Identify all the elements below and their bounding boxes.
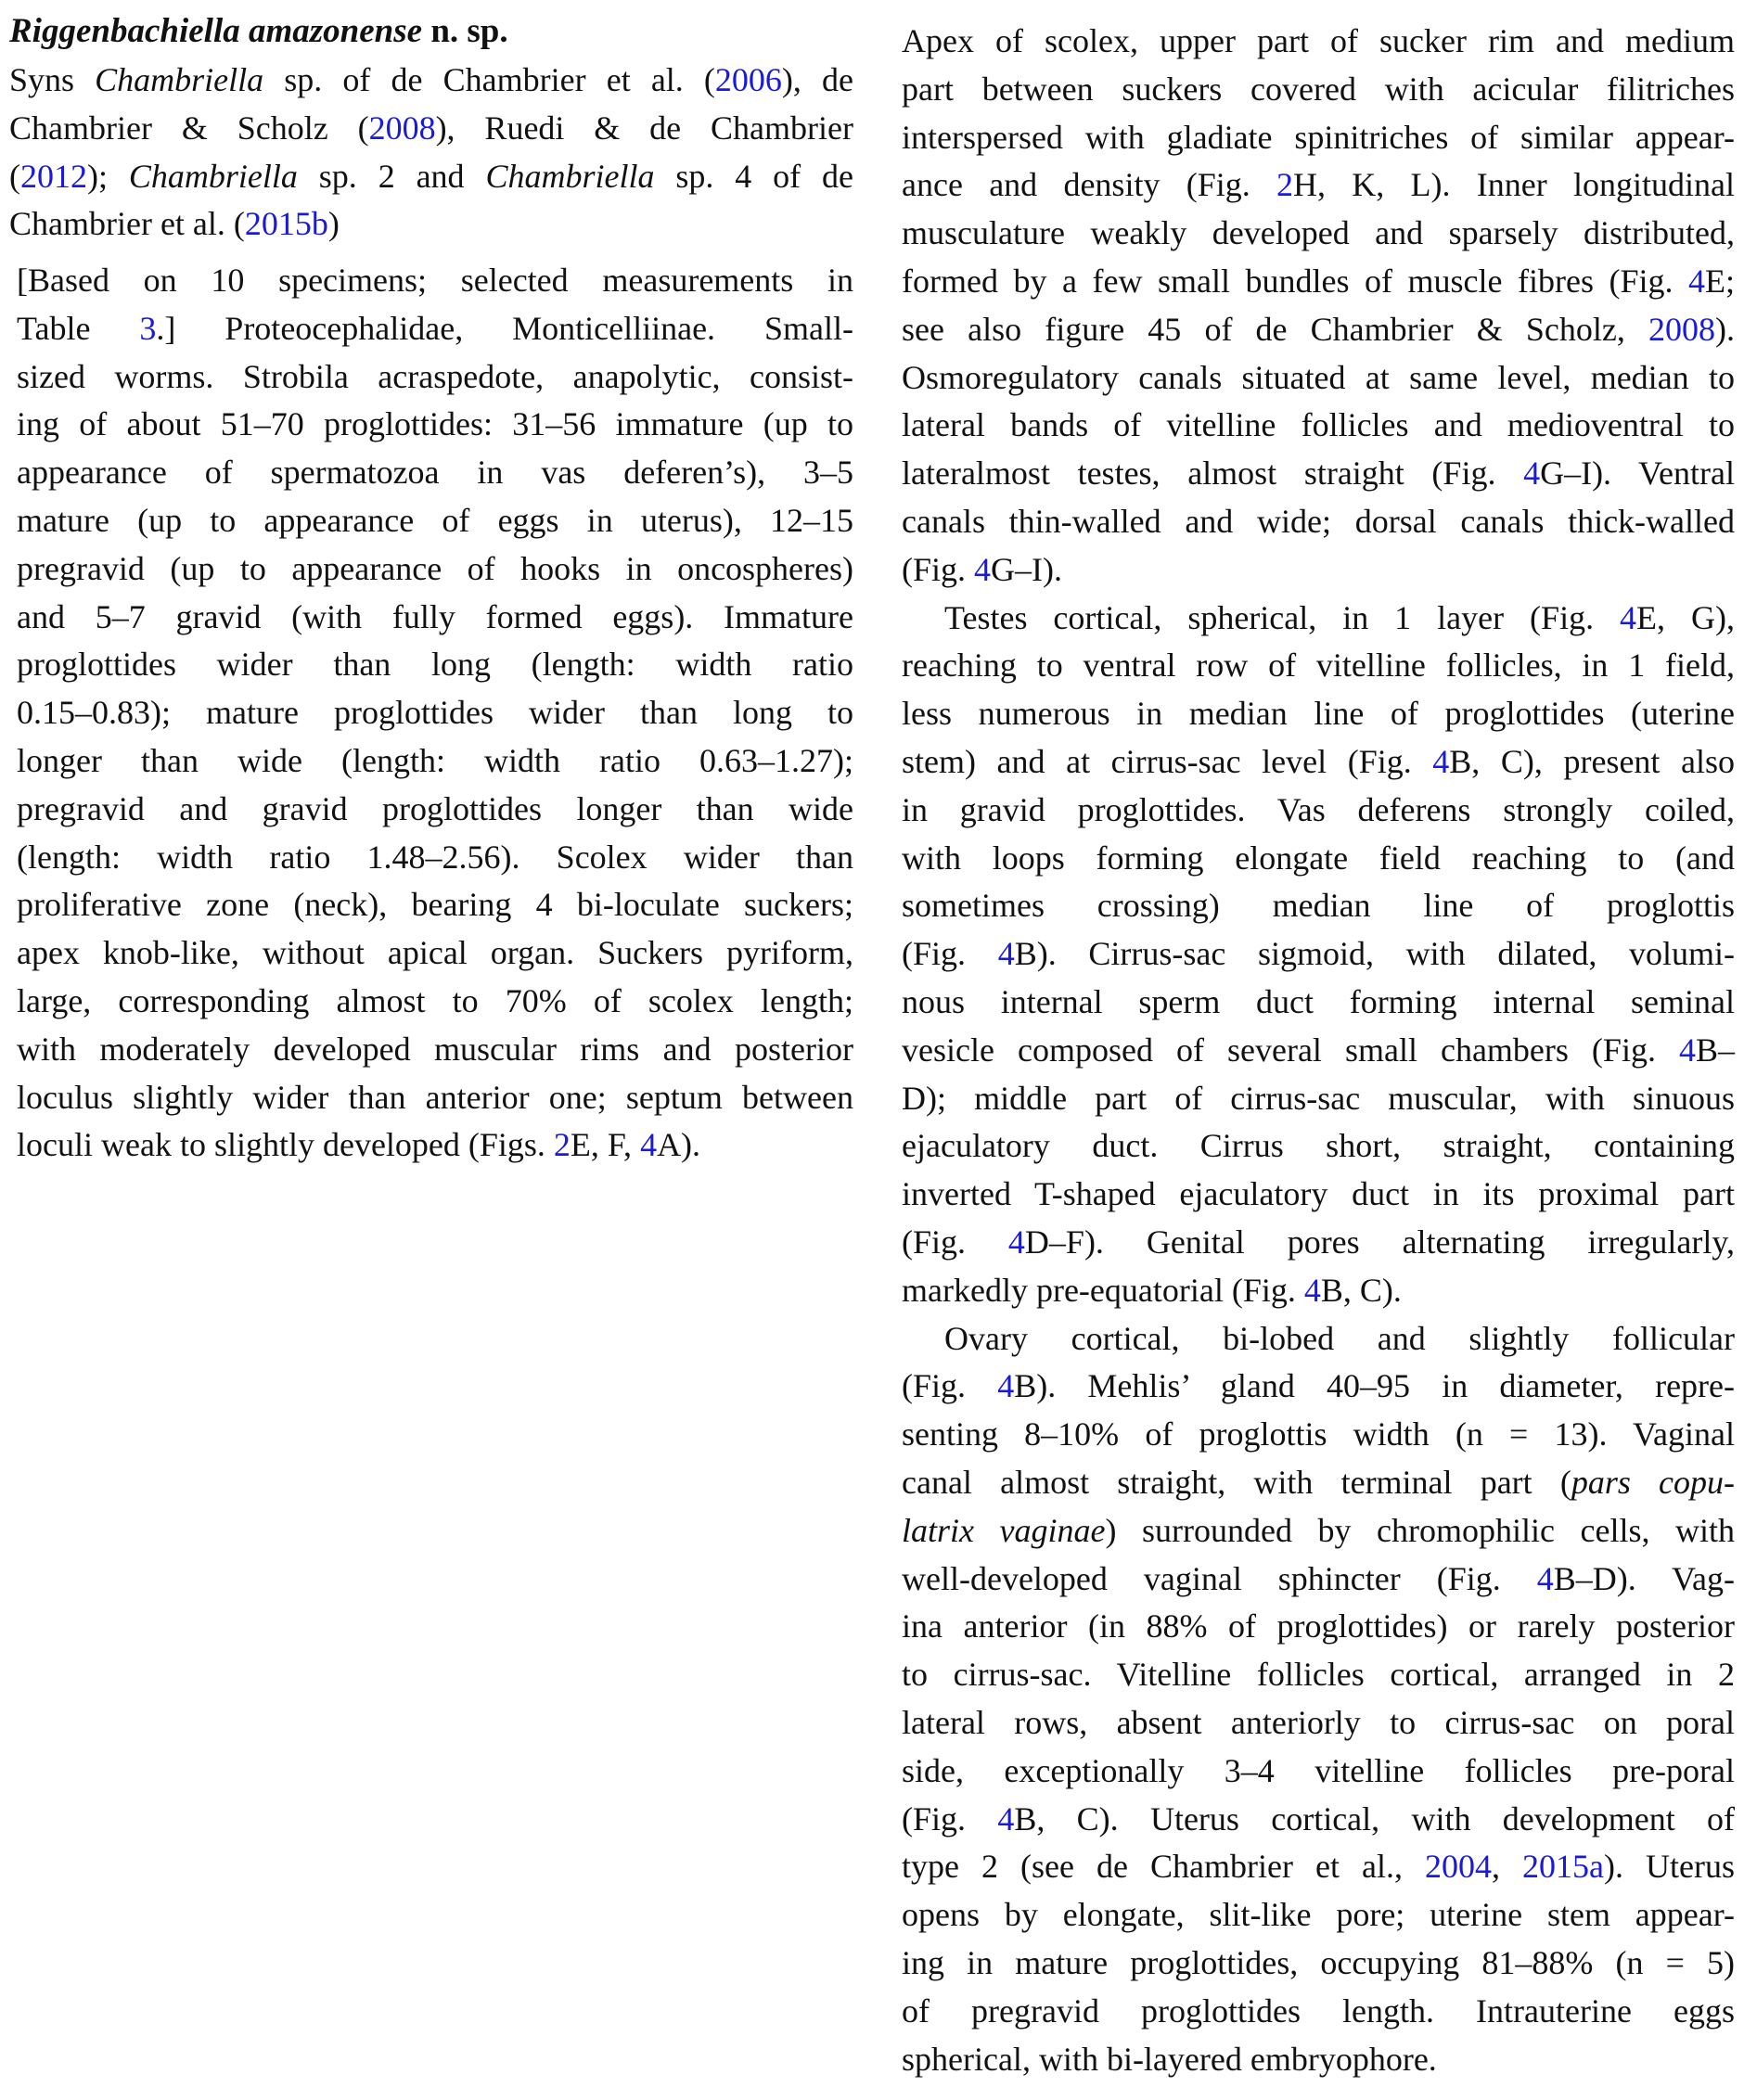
- text-line: [902, 1698, 1735, 1747]
- citation-link[interactable]: 4: [1303, 1271, 1321, 1309]
- text-run: nous internal sperm duct forming internal seminal: [902, 983, 1735, 1020]
- text-run: canal almost straight, with terminal part (: [902, 1464, 1571, 1501]
- text-run: ing in mature proglottides, occupying 81–88% (n = 5): [902, 1944, 1735, 1981]
- text-run: large, corresponding almost to 70% of scolex length;: [17, 982, 853, 1019]
- text-run: ejaculatory duct. Cirrus short, straight, containing: [902, 1127, 1735, 1165]
- citation-link[interactable]: 2: [553, 1126, 571, 1164]
- text-run: part between suckers covered with acicular filitriches: [902, 70, 1735, 108]
- text-line: [902, 881, 1735, 929]
- text-run: G–I).: [991, 550, 1062, 588]
- text-run: B, C).: [1320, 1271, 1402, 1309]
- text-line: [902, 1026, 1735, 1074]
- text-run: D–F). Genital pores alternating irregularly,: [1024, 1223, 1736, 1261]
- text-run: to cirrus-sac. Vitelline follicles cortical, arranged in 2: [902, 1656, 1735, 1694]
- text-run: less numerous in median line of proglottides (uterine: [902, 695, 1735, 733]
- text-line: [902, 401, 1735, 449]
- citation-link[interactable]: 4: [1688, 262, 1705, 300]
- text-run: lateral rows, absent anteriorly to cirrus-sac on poral: [902, 1704, 1735, 1741]
- text-run: in gravid proglottides. Vas deferens strongly coiled,: [902, 790, 1735, 828]
- text-line: [17, 736, 853, 785]
- species-heading: [9, 7, 853, 56]
- text-run: interspersed with gladiate spinitriches of similar appear-: [902, 118, 1735, 156]
- text-run: B, C), present also: [1449, 743, 1735, 780]
- text-run: Osmoregulatory canals situated at same level, median to: [902, 358, 1735, 396]
- text-line: [902, 257, 1735, 305]
- text-line: [902, 594, 1735, 642]
- text-run: senting 8–10% of proglottis width (n = 13). Vaginal: [902, 1415, 1735, 1453]
- text-run: Chambrier & Scholz (: [9, 109, 369, 147]
- text-line: [17, 1120, 853, 1169]
- text-line: [17, 785, 853, 833]
- text-line: [902, 305, 1735, 353]
- text-run: ina anterior (in 88% of proglottides) or rarely posterior: [902, 1607, 1735, 1645]
- text-line: [9, 152, 853, 200]
- text-run: Syns: [9, 61, 96, 98]
- text-run: proglottides wider than long (length: width ratio: [17, 646, 853, 684]
- text-run: mature (up to appearance of eggs in uterus), 12–15: [17, 502, 853, 539]
- citation-link[interactable]: 2004: [1425, 1848, 1492, 1886]
- text-run: ing of about 51–70 proglottides: 31–56 immature (up to: [17, 405, 853, 443]
- text-line: [902, 929, 1735, 978]
- text-line: [902, 1602, 1735, 1650]
- text-line: [902, 160, 1735, 209]
- text-run: appearance of spermatozoa in vas deferen’s), 3–5: [17, 454, 853, 492]
- text-run: Apex of scolex, upper part of sucker rim and medium: [902, 22, 1735, 59]
- text-run: type 2 (see de Chambrier et al.,: [902, 1848, 1425, 1886]
- text-run: (: [9, 157, 20, 195]
- text-line: [17, 352, 853, 401]
- citation-link[interactable]: 4: [997, 935, 1015, 973]
- text-line: [902, 689, 1735, 737]
- text-line: [17, 304, 853, 352]
- text-run: ). Uterus: [1604, 1848, 1736, 1886]
- text-line: [902, 1458, 1735, 1506]
- text-line: [902, 449, 1735, 497]
- text-run: B). Cirrus-sac sigmoid, with dilated, volumi-: [1014, 935, 1735, 973]
- text-line: [902, 209, 1735, 257]
- text-run: E, F,: [570, 1126, 641, 1164]
- text-line: [17, 1025, 853, 1073]
- text-run: opens by elongate, slit-like pore; uterine stem appear-: [902, 1896, 1735, 1934]
- text-line: [17, 977, 853, 1025]
- text-run: lateral bands of vitelline follicles and medioventral to: [902, 406, 1735, 444]
- text-line: [902, 545, 1735, 594]
- text-line: [17, 688, 853, 736]
- text-line: [902, 978, 1735, 1026]
- text-run: musculature weakly developed and sparsely distributed,: [902, 214, 1735, 252]
- text-run: pregravid and gravid proglottides longer than wide: [17, 789, 853, 827]
- citation-link[interactable]: 3: [139, 309, 157, 347]
- citation-link[interactable]: 2008: [368, 109, 436, 147]
- species-name: Riggenbachiella amazonense: [9, 12, 423, 50]
- citation-link[interactable]: 4: [640, 1126, 658, 1164]
- text-run: Testes cortical, spherical, in 1 layer (Fig.: [944, 598, 1621, 636]
- citation-link[interactable]: 2006: [714, 61, 782, 98]
- text-run: spherical, with bi-layered embryophore.: [902, 2040, 1437, 2078]
- text-run: sized worms. Strobila acraspedote, anapolytic, consist-: [17, 357, 853, 395]
- citation-link[interactable]: 2015b: [244, 205, 328, 243]
- citation-link[interactable]: 4: [1536, 1559, 1554, 1597]
- text-line: [902, 1074, 1735, 1122]
- text-run: loculus slightly wider than anterior one; septum between: [17, 1078, 853, 1116]
- text-line: [17, 496, 853, 544]
- text-run: ), Ruedi & de Chambrier: [435, 109, 853, 147]
- italic-text: Chambriella: [128, 157, 298, 195]
- text-line: [902, 1842, 1735, 1890]
- text-line: [902, 2035, 1735, 2083]
- citation-link[interactable]: 4: [997, 1799, 1015, 1838]
- text-run: (Fig.: [902, 1223, 1008, 1261]
- text-run: with moderately developed muscular rims and posterior: [17, 1030, 853, 1068]
- text-run: (Fig.: [902, 550, 975, 588]
- text-line: [17, 928, 853, 977]
- text-line: [902, 737, 1735, 786]
- text-run: reaching to ventral row of vitelline follicles, in 1 field,: [902, 647, 1735, 685]
- text-run: ), de: [781, 61, 854, 98]
- text-line: [17, 593, 853, 641]
- text-line: [902, 1890, 1735, 1939]
- text-run: of pregravid proglottides length. Intrauterine eggs: [902, 1991, 1735, 2030]
- text-run: side, exceptionally 3–4 vitelline follicles pre-poral: [902, 1751, 1735, 1789]
- text-line: [17, 1073, 853, 1121]
- text-run: E;: [1705, 262, 1735, 300]
- text-line: [902, 1410, 1735, 1458]
- text-run: (length: width ratio 1.48–2.56). Scolex wider than: [17, 838, 853, 876]
- text-line: [902, 834, 1735, 882]
- text-run: formed by a few small bundles of muscle fibres (Fig.: [902, 262, 1688, 300]
- text-line: [902, 65, 1735, 113]
- text-line: [9, 104, 853, 152]
- text-run: markedly pre-equatorial (Fig.: [902, 1271, 1304, 1309]
- text-run: stem) and at cirrus-sac level (Fig.: [902, 743, 1433, 780]
- text-line: [902, 497, 1735, 545]
- text-run: well-developed vaginal sphincter (Fig.: [902, 1559, 1537, 1597]
- text-line: [902, 1121, 1735, 1170]
- text-line: [902, 641, 1735, 689]
- text-line: [17, 448, 853, 496]
- text-run: B, C). Uterus cortical, with development of: [1014, 1799, 1735, 1838]
- text-line: [9, 199, 853, 248]
- italic-text: pars copu-: [1571, 1464, 1735, 1501]
- text-run: E, G),: [1636, 598, 1735, 636]
- italic-text: Chambriella: [485, 157, 655, 195]
- text-run: vesicle composed of several small chambers (Fig.: [902, 1031, 1679, 1069]
- citation-link[interactable]: 2008: [1648, 310, 1715, 348]
- species-status: n. sp.: [422, 12, 508, 50]
- citation-link[interactable]: 4: [1678, 1031, 1696, 1069]
- text-run: B). Mehlis’ gland 40–95 in diameter, repre-: [1014, 1367, 1735, 1405]
- text-run: Ovary cortical, bi-lobed and slightly follicular: [944, 1319, 1735, 1357]
- text-run: (Fig.: [902, 935, 998, 973]
- text-run: G–I). Ventral: [1540, 455, 1735, 493]
- citation-link[interactable]: 2012: [20, 157, 87, 195]
- text-run: H, K, L). Inner longitudinal: [1293, 166, 1735, 204]
- text-run: (Fig.: [902, 1799, 998, 1838]
- text-run: see also figure 45 of de Chambrier & Scholz,: [902, 310, 1648, 348]
- text-line: [9, 56, 853, 104]
- text-run: sp. of de Chambrier et al. (: [263, 61, 715, 98]
- text-line: [902, 1218, 1735, 1266]
- text-line: [902, 786, 1735, 834]
- text-run: B–: [1695, 1031, 1735, 1069]
- italic-text: latrix vaginae: [902, 1511, 1106, 1549]
- text-line: [17, 256, 853, 304]
- text-run: pregravid (up to appearance of hooks in oncospheres): [17, 549, 853, 587]
- text-line: [902, 1266, 1735, 1314]
- text-run: .] Proteocephalidae, Monticelliinae. Small-: [156, 309, 853, 347]
- text-run: lateralmost testes, almost straight (Fig.: [902, 455, 1524, 493]
- text-run: ) surrounded by chromophilic cells, with: [1105, 1511, 1735, 1549]
- citation-link[interactable]: 4: [974, 550, 992, 588]
- text-run: 0.15–0.83); mature proglottides wider than long to: [17, 694, 853, 732]
- text-run: ).: [1715, 310, 1735, 348]
- text-run: sometimes crossing) median line of proglottis: [902, 887, 1735, 925]
- text-line: [902, 1362, 1735, 1410]
- text-run: Table: [17, 309, 140, 347]
- text-run: ance and density (Fig.: [902, 166, 1276, 204]
- text-run: B–D). Vag-: [1553, 1559, 1735, 1597]
- text-line: [902, 1650, 1735, 1698]
- text-line: [17, 544, 853, 593]
- text-run: ,: [1492, 1848, 1523, 1886]
- text-line: [17, 880, 853, 928]
- text-run: sp. 2 and: [297, 157, 486, 195]
- text-line: [17, 640, 853, 688]
- text-line: [902, 1939, 1735, 1987]
- text-line: [902, 17, 1735, 65]
- text-run: A).: [657, 1126, 701, 1164]
- text-run: (Fig.: [902, 1367, 998, 1405]
- text-line: [902, 1314, 1735, 1363]
- italic-text: Chambriella: [95, 61, 264, 98]
- citation-link[interactable]: 4: [1523, 455, 1541, 493]
- text-run: apex knob-like, without apical organ. Suckers pyriform,: [17, 934, 853, 972]
- text-line: [17, 400, 853, 448]
- text-line: [902, 1747, 1735, 1795]
- text-run: longer than wide (length: width ratio 0.63–1.27);: [17, 742, 853, 779]
- text-run: and 5–7 gravid (with fully formed eggs). Immature: [17, 597, 853, 635]
- text-line: [902, 1795, 1735, 1843]
- text-line: [902, 1555, 1735, 1603]
- text-run: sp. 4 of de: [654, 157, 853, 195]
- text-run: D); middle part of cirrus-sac muscular, with sinuous: [902, 1079, 1735, 1117]
- text-line: [902, 1987, 1735, 2035]
- text-line: [902, 1506, 1735, 1555]
- citation-link[interactable]: 2015a: [1522, 1848, 1605, 1886]
- text-run: loculi weak to slightly developed (Figs.: [17, 1126, 554, 1164]
- text-run: );: [87, 157, 129, 195]
- text-run: with loops forming elongate field reaching to (and: [902, 839, 1735, 877]
- text-line: [902, 353, 1735, 402]
- citation-link[interactable]: 2: [1276, 166, 1293, 204]
- text-run: inverted T-shaped ejaculatory duct in its proximal part: [902, 1175, 1735, 1213]
- citation-link[interactable]: 4: [997, 1367, 1015, 1405]
- citation-link[interactable]: 4: [1432, 743, 1450, 780]
- text-line: [902, 1170, 1735, 1218]
- text-run: proliferative zone (neck), bearing 4 bi-loculate suckers;: [17, 886, 853, 924]
- text-run: canals thin-walled and wide; dorsal canals thick-walled: [902, 503, 1735, 540]
- text-run: Chambrier et al. (: [9, 205, 245, 243]
- text-run: [Based on 10 specimens; selected measurements in: [17, 262, 853, 299]
- citation-link[interactable]: 4: [1007, 1223, 1025, 1261]
- citation-link[interactable]: 4: [1620, 598, 1637, 636]
- text-run: ): [327, 205, 340, 243]
- text-line: [17, 833, 853, 881]
- text-line: [902, 113, 1735, 161]
